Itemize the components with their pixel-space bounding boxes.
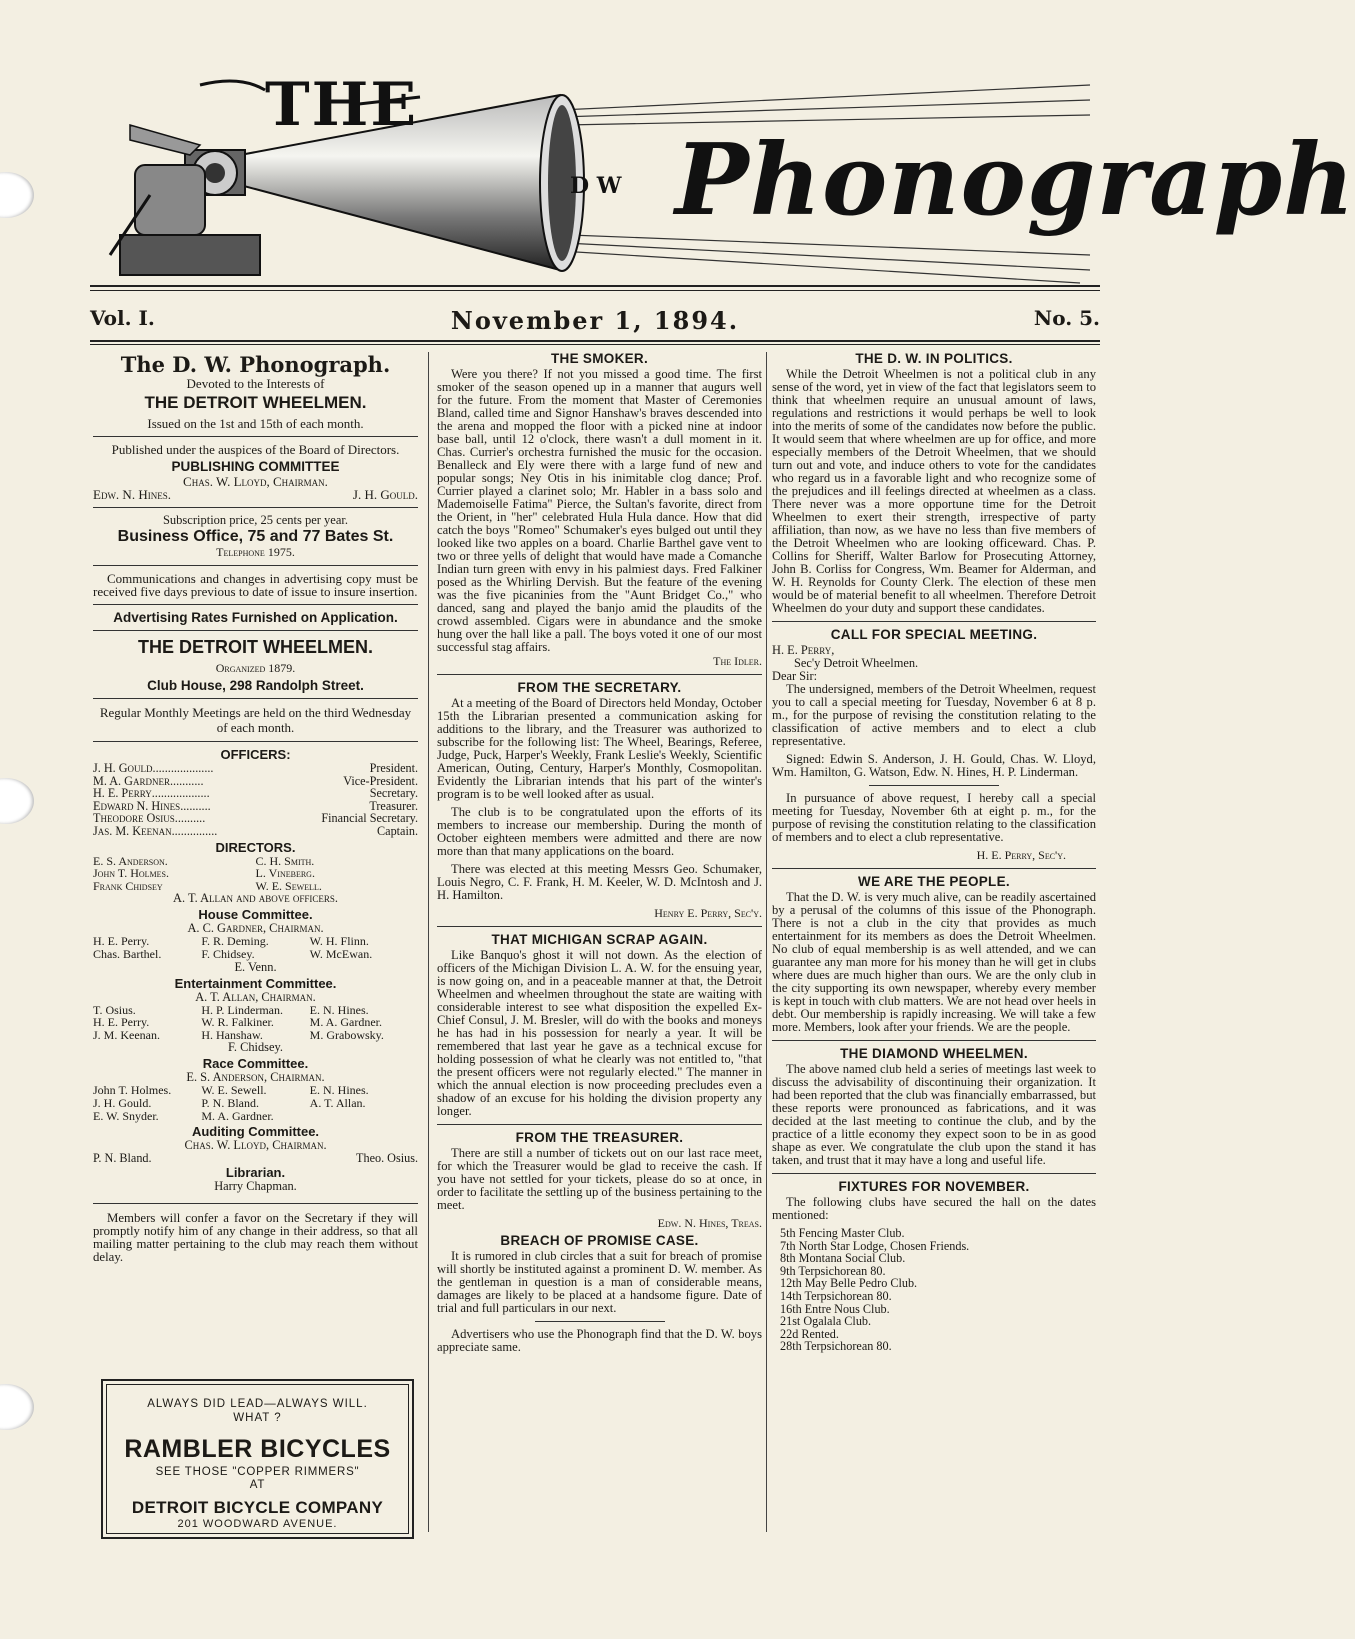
meeting-call: In pursuance of above request, I hereby call a special meeting for Tuesday, November 6th at eight p. m., for the purpose of revising the constitution relating to the classification of members and to elect a club representative. bbox=[772, 791, 1096, 844]
business-office: Business Office, 75 and 77 Bates St. bbox=[117, 528, 394, 545]
masthead-the: THE bbox=[265, 70, 419, 140]
members-note: Members will confer a favor on the Secretary if they will promptly notify him of any change in their address, so that all mailing matter pertaining to the club may reach them without delay. bbox=[93, 1211, 418, 1265]
meeting-signature: H. E. Perry, Sec'y. bbox=[976, 848, 1066, 862]
member: F. R. Deming. bbox=[201, 934, 269, 949]
secretary-paragraph: The club is to be congratulated upon the efforts of its members to increase our membership. During the month of October eighteen members were admitted and there are now more than that many applications on the board. bbox=[437, 805, 762, 858]
fixture-item: 8th Montana Social Club. bbox=[780, 1251, 906, 1266]
divider bbox=[772, 621, 1096, 622]
officer-row: Theodore Osius .......... Financial Secretary. bbox=[93, 811, 418, 826]
salutation: Dear Sir: bbox=[772, 669, 818, 683]
director: W. E. Sewell. bbox=[255, 878, 322, 893]
special-meeting-heading: CALL FOR SPECIAL MEETING. bbox=[830, 627, 1038, 642]
punch-hole bbox=[0, 1384, 34, 1430]
addressee: H. E. Perry, bbox=[772, 643, 835, 657]
directors-heading: DIRECTORS. bbox=[215, 839, 296, 855]
divider bbox=[437, 1124, 762, 1125]
rambler-bicycles-ad bbox=[101, 1379, 414, 1539]
fixtures-heading: FIXTURES FOR NOVEMBER. bbox=[838, 1179, 1030, 1194]
divider bbox=[93, 1203, 418, 1204]
member: John T. Holmes. bbox=[93, 1083, 172, 1098]
fixture-item: 28th Terpsichorean 80. bbox=[780, 1339, 892, 1354]
paper-title: The D. W. Phonograph. bbox=[120, 352, 391, 377]
directors-list bbox=[93, 855, 418, 893]
divider bbox=[93, 507, 418, 508]
fixtures-list bbox=[772, 1227, 1096, 1353]
club-house: Club House, 298 Randolph Street. bbox=[147, 678, 364, 693]
divider bbox=[93, 604, 418, 605]
race-committee-heading: Race Committee. bbox=[202, 1056, 309, 1072]
subscription-price: Subscription price, 25 cents per year. bbox=[162, 513, 349, 527]
michigan-article: Like Banquo's ghost it will not down. As the election of officers of the Michigan Division L. A. W. for the ensuing year, is now going on, and in a peaceable manner at that, the Detroit Wheelmen and wheelmen throughout the state are waiting with considerable interest to see what disposition the expelled Ex-Chief Consul, J. M. Bresler, will do with the books and moneys he has had in his possession for nearly a year. It will be remembered that last year he gave as a technical excuse for holding possession of what he clearly was not entitled to, "that the present officers were not regularly elected." The manner in which the annual election is now proceeding precludes even a shadow of an excuse for his holding the division property any longer. bbox=[437, 948, 762, 1118]
advertising-rates: Advertising Rates Furnished on Application. bbox=[113, 610, 398, 625]
michigan-heading: THAT MICHIGAN SCRAP AGAIN. bbox=[491, 932, 708, 947]
officer-row: H. E. Perry ................... Secretary. bbox=[93, 786, 418, 801]
divider bbox=[535, 1321, 665, 1322]
member: J. M. Keenan. bbox=[93, 1027, 160, 1042]
officers-heading: OFFICERS: bbox=[220, 747, 291, 762]
fixture-item: 14th Terpsichorean 80. bbox=[780, 1288, 892, 1303]
member: W. H. Flinn. bbox=[309, 934, 369, 949]
divider bbox=[772, 1173, 1096, 1174]
club-name: THE DETROIT WHEELMEN. bbox=[144, 393, 367, 412]
divider bbox=[93, 698, 418, 699]
addressee-title: Sec'y Detroit Wheelmen. bbox=[794, 656, 919, 670]
communications-note: Communications and changes in advertising copy must be received five days previous to date of issue to insure insertion. bbox=[93, 571, 418, 599]
column-club-news bbox=[772, 352, 1096, 1353]
fixture-item: 7th North Star Lodge, Chosen Friends. bbox=[780, 1238, 970, 1253]
member: Theo. Osius. bbox=[356, 1151, 418, 1166]
divider bbox=[93, 436, 418, 437]
punch-hole bbox=[0, 778, 34, 824]
divider bbox=[90, 285, 1100, 287]
member: E. W. Snyder. bbox=[93, 1108, 159, 1123]
divider bbox=[869, 785, 999, 786]
advertisers-note: Advertisers who use the Phonograph find that the D. W. boys appreciate same. bbox=[437, 1327, 762, 1354]
director: John T. Holmes. bbox=[93, 866, 170, 881]
member: P. N. Bland. bbox=[93, 1151, 152, 1166]
race-chairman: E. S. Anderson, Chairman. bbox=[186, 1070, 325, 1085]
smoker-signature: The Idler. bbox=[713, 654, 762, 668]
ad-question: WHAT ? bbox=[233, 1412, 282, 1424]
race-committee-members bbox=[93, 1084, 418, 1122]
ad-brand: RAMBLER BICYCLES bbox=[124, 1435, 391, 1463]
treasurer-article: There are still a number of tickets out on our last race meet, for which the Treasurer would be glad to receive the cash. If you have not settled for your tickets, please do so at once, in order to facilitate the settling up of the business pertaining to the meet. bbox=[437, 1146, 762, 1212]
member: Chas. Barthel. bbox=[93, 946, 162, 961]
member: M. Grabowsky. bbox=[309, 1027, 384, 1042]
telephone: Telephone 1975. bbox=[216, 545, 295, 559]
people-article: That the D. W. is very much alive, can be readily ascertained by a perusal of the columns of this issue of the Phonograph. There is not a club in the city that provides as much entertainment for its members as does the Detroit Wheelmen. No club of equal membership is as well attended, and we can guarantee any man more for his money than he will get in clubs where dues are much higher than ours. We are the only club in the city supporting its own newspaper, whereby every member is kept in touch with club matters. We are not head over heels in debt. Our membership is rapidly increasing. We will take a few more. Members, look after your friends. We are the people. bbox=[772, 890, 1096, 1034]
treasurer-signature: Edw. N. Hines, Treas. bbox=[657, 1216, 762, 1230]
divider bbox=[437, 674, 762, 675]
ad-at: AT bbox=[249, 1479, 266, 1491]
member: E. N. Hines. bbox=[309, 1002, 369, 1017]
member: J. H. Gould. bbox=[93, 1095, 152, 1110]
member: T. Osius. bbox=[93, 1002, 136, 1017]
member: P. N. Bland. bbox=[201, 1095, 260, 1110]
column-news bbox=[437, 352, 762, 1359]
member: H. E. Perry. bbox=[93, 1015, 150, 1030]
ad-tagline: ALWAYS DID LEAD—ALWAYS WILL. bbox=[147, 1398, 368, 1410]
auditing-committee-heading: Auditing Committee. bbox=[191, 1124, 320, 1140]
divider bbox=[93, 741, 418, 742]
publishing-member: Edw. N. Hines. bbox=[93, 487, 171, 502]
punch-hole bbox=[0, 172, 34, 218]
divider bbox=[772, 1040, 1096, 1041]
smoker-article: Were you there? If not you missed a good time. The first smoker of the season opened up in a manner that augurs well for the future. From the moment that Master of Ceremonies Bland, called time and Signor Hanshaw's braves descended into the arena and mopped the floor with a picked nine at indoor base ball, until 12 o'clock, there wasn't a dull moment in it. Chas. Currier's orchestra furnished the music for the occasion. Benalleck and Ely were there with a large fund of new and popular songs; Ney Otis in his inimitable clog dance; Prof. Currier played a clarinet solo; Mr. Habler in a bass solo and Mademoiselle Fatima" Pierce, the Sultan's favorite, direct from the Orient, in "her" celebrated Hula Hula dance. How that did catch the boys "Romeo" Schumaker's eyes bulged out until they looked like two apples on a board. Charlie Barthel gave vent to two or three yells of delight that would have made a Comanche Indian turn green with envy in his palmiest days. Fred Falkiner posed as the Whirling Dervish. But the feature of the evening was the five picaninies from the "Aunt Bridget Co.," who danced, sang and played the banjo amid the plaudits of the crowd assembled. Cigars were in abundance and the smoke hung over the hall like a pall. The boys voted it one of our most successful stag affairs. bbox=[437, 367, 762, 654]
smoker-heading: THE SMOKER. bbox=[550, 351, 649, 366]
treasurer-heading: FROM THE TREASURER. bbox=[515, 1130, 684, 1145]
club-section-title: THE DETROIT WHEELMEN. bbox=[138, 637, 373, 657]
officers-list bbox=[93, 762, 418, 838]
column-rule bbox=[766, 352, 767, 1532]
breach-article: It is rumored in club circles that a suit for breach of promise will shortly be instituted against a prominent D. W. member. As the gentleman in question is a man of considerable means, damages are likely to be placed at a handsome figure. Date of trial and full particulars in our next. bbox=[437, 1249, 762, 1315]
devoted-line: Devoted to the Interests of bbox=[186, 376, 325, 391]
member: F. Chidsey. bbox=[227, 1040, 283, 1055]
fixture-item: 12th May Belle Pedro Club. bbox=[780, 1276, 918, 1291]
entertainment-chairman: A. T. Allan, Chairman. bbox=[195, 989, 316, 1004]
fixture-item: 9th Terpsichorean 80. bbox=[780, 1263, 886, 1278]
member: W. E. Sewell. bbox=[201, 1083, 267, 1098]
secretary-paragraph: At a meeting of the Board of Directors held Monday, October 15th the Librarian presented a communication asking for additions to the library, and the Treasurer was authorized to subscribe for the following list: The Wheel, Bearings, Referee, Judge, Puck, Harper's Weekly, Frank Leslie's Weekly, Scientific American, Outing, Century, Harper's Monthly, Cosmopolitan. Evidently the Librarian intends that his part of the winter's program is to be well looked after as usual. bbox=[437, 696, 762, 801]
secretary-heading: FROM THE SECRETARY. bbox=[517, 680, 682, 695]
fixture-item: 5th Fencing Master Club. bbox=[780, 1226, 905, 1240]
secretary-paragraph: There was elected at this meeting Messrs Geo. Schumaker, Louis Negro, C. F. Frank, H. M. Keeler, W. D. McIntosh and J. H. Hamilton. bbox=[437, 862, 762, 902]
divider bbox=[772, 868, 1096, 869]
member: A. T. Allan. bbox=[309, 1095, 366, 1110]
diamond-article: The above named club held a series of meetings last week to discuss the advisability of discontinuing their organization. It had been reported that the club was financially embarrassed, but these reports were pronounced as fabrications, and it was decided at the last meeting to continue the club, and by the practice of a little economy they expect soon to be in as good shape as ever. We congratulate the club upon the stand it has taken, and trust that it may have a long and useful life. bbox=[772, 1062, 1096, 1167]
member: M. A. Gardner. bbox=[309, 1015, 382, 1030]
signatories: Signed: Edwin S. Anderson, J. H. Gould, Chas. W. Lloyd, Wm. Hamilton, G. Watson, Edw. N. Hines, H. P. Linderman. bbox=[772, 752, 1096, 779]
director: L. Vineberg. bbox=[255, 866, 315, 881]
fixture-item: 21st Ogalala Club. bbox=[780, 1314, 872, 1329]
auditing-chairman: Chas. W. Lloyd, Chairman. bbox=[184, 1138, 327, 1153]
ad-copper-rimmers: SEE THOSE "COPPER RIMMERS" bbox=[155, 1466, 360, 1478]
masthead-dw-monogram: D W bbox=[570, 173, 622, 199]
officer-row: Edward N. Hines .......... Treasurer. bbox=[93, 798, 418, 813]
issue-date: November 1, 1894. bbox=[450, 306, 740, 335]
director: C. H. Smith. bbox=[255, 853, 315, 868]
publishing-members bbox=[93, 488, 418, 501]
house-committee-members bbox=[93, 935, 418, 960]
ad-inner-border bbox=[106, 1384, 409, 1534]
entertainment-committee-heading: Entertainment Committee. bbox=[174, 975, 337, 991]
house-committee-heading: House Committee. bbox=[198, 907, 313, 923]
ad-address: 201 WOODWARD AVENUE. bbox=[177, 1518, 338, 1530]
column-masthead-info bbox=[93, 352, 418, 1264]
member: E. Venn. bbox=[234, 959, 277, 974]
officer-row: J. H. Gould .................... President. bbox=[93, 761, 418, 775]
politics-article: While the Detroit Wheelmen is not a political club in any sense of the word, yet in view of the fact that legislators seem to think that wheelmen require an unusual amount of laws, regulations and restrictions it would perhaps be well to look into the merits of some of the candidates now before the public. It would seem that where wheelmen are up for office, and more especially members of the Detroit Wheelmen, that we should turn out and vote, and induce others to vote for the candidates who regard us in a favorable light and who recognize some of the prejudices and ill feelings directed at wheelmen as a class. There never was a more opportune time for the Detroit Wheelmen to exert their strength, irrespective of party affiliation, than now, as we have no less than five members of the Detroit Wheelmen who are looking officeward. Chas. P. Collins for Sheriff, Walter Barlow for Prosecuting Attorney, John B. Corliss for Congress, Wm. Beamer for Alderman, and W. H. Reynolds for County Clerk. The election of these men would be of material benefit to all wheelmen. Therefore Detroit Wheelmen do your duty and support these candidates. bbox=[772, 367, 1096, 615]
member: H. P. Linderman. bbox=[201, 1002, 283, 1017]
issued-line: Issued on the 1st and 15th of each month. bbox=[147, 416, 364, 431]
issue-number: No. 5. bbox=[1033, 306, 1100, 330]
member: W. McEwan. bbox=[309, 946, 373, 961]
publishing-chairman: Chas. W. Lloyd, Chairman. bbox=[183, 474, 328, 489]
organized-line: Organized 1879. bbox=[215, 661, 296, 675]
librarian-heading: Librarian. bbox=[225, 1165, 286, 1181]
entertainment-committee-members bbox=[93, 1004, 418, 1042]
member: F. Chidsey. bbox=[201, 946, 255, 961]
published-line: Published under the auspices of the Board of Directors. bbox=[111, 442, 400, 457]
auditing-members bbox=[93, 1152, 418, 1165]
divider bbox=[90, 290, 1100, 291]
meetings-line: Regular Monthly Meetings are held on the third Wednesday of each month. bbox=[99, 705, 412, 735]
member: M. A. Gardner. bbox=[201, 1108, 274, 1123]
politics-heading: THE D. W. IN POLITICS. bbox=[855, 351, 1013, 366]
member: H. E. Perry. bbox=[93, 934, 150, 949]
request-paragraph: The undersigned, members of the Detroit Wheelmen, request you to call a special meeting for Tuesday, November 6 at 8 p. m., for the purpose of revising the constitution relating to the classification of active members and to elect a club representative. bbox=[772, 682, 1096, 748]
dateline bbox=[90, 306, 1100, 342]
people-heading: WE ARE THE PEOPLE. bbox=[858, 874, 1010, 889]
masthead-title: Phonograph bbox=[675, 123, 1355, 238]
directors-note: A. T. Allan and above officers. bbox=[173, 891, 338, 906]
fixture-item: 16th Entre Nous Club. bbox=[780, 1301, 890, 1316]
secretary-signature: Henry E. Perry, Sec'y. bbox=[654, 906, 762, 920]
masthead bbox=[90, 55, 1355, 285]
house-chairman: A. C. Gardner, Chairman. bbox=[187, 921, 324, 936]
divider bbox=[93, 565, 418, 566]
breach-heading: BREACH OF PROMISE CASE. bbox=[500, 1233, 699, 1248]
librarian-name: Harry Chapman. bbox=[214, 1179, 297, 1194]
column-rule bbox=[428, 352, 429, 1532]
officer-row: M. A. Gardner ........... Vice-President. bbox=[93, 773, 418, 788]
ad-company: DETROIT BICYCLE COMPANY bbox=[131, 1498, 384, 1517]
officer-row: Jas. M. Keenan ............... Captain. bbox=[93, 823, 418, 838]
publishing-member: J. H. Gould. bbox=[352, 487, 418, 502]
divider bbox=[90, 344, 1100, 345]
member bbox=[310, 1110, 418, 1123]
member: E. N. Hines. bbox=[309, 1083, 369, 1098]
fixture-item: 22d Rented. bbox=[780, 1326, 839, 1341]
member: H. Hanshaw. bbox=[201, 1027, 263, 1042]
member: W. R. Falkiner. bbox=[201, 1015, 274, 1030]
director: E. S. Anderson. bbox=[93, 853, 168, 868]
divider bbox=[93, 630, 418, 631]
fixtures-intro: The following clubs have secured the hall on the dates mentioned: bbox=[772, 1195, 1096, 1222]
volume-label: Vol. I. bbox=[90, 306, 155, 330]
divider bbox=[437, 926, 762, 927]
director: Frank Chidsey bbox=[93, 878, 163, 893]
divider bbox=[90, 340, 1100, 342]
publishing-committee-head: PUBLISHING COMMITTEE bbox=[171, 459, 340, 474]
diamond-heading: THE DIAMOND WHEELMEN. bbox=[840, 1046, 1028, 1061]
